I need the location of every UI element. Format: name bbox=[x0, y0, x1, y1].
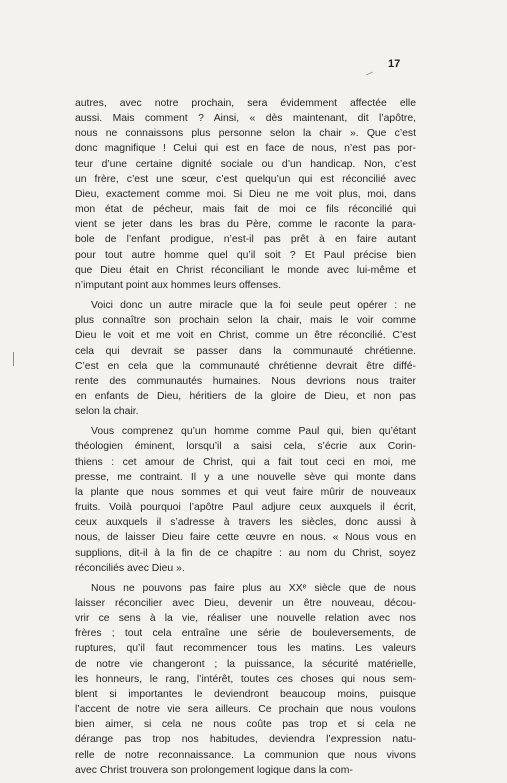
text-line: n’imputant point aux hommes leurs offenses. bbox=[75, 279, 282, 291]
text-line: plus connaître son prochain selon la chair, mais le voir comme bbox=[75, 315, 416, 327]
text-line: donc magnifique ! Celui qui est en face de nous, n’est pas por- bbox=[75, 143, 416, 155]
text-line: relle de notre reconnaissance. La communion que nous vivons bbox=[75, 749, 416, 761]
text-line: Nous ne pouvons pas faire plus au XXᵉ siècle que de nous bbox=[91, 582, 416, 594]
text-line: C’est en cela que la communauté chrétienne devrait être diffé- bbox=[75, 360, 416, 372]
body-text bbox=[75, 96, 416, 783]
text-line: théologien éminent, lorsqu’il a saisi cela, s’écrie aux Corin- bbox=[75, 441, 416, 453]
paragraph bbox=[75, 424, 416, 576]
text-line: presse, me contraint. Il y a une nouvelle sève qui monte dans bbox=[75, 471, 416, 483]
text-line: ceux auxquels il s’adresse à travers les siècles, donc aussi à bbox=[75, 517, 416, 529]
text-line: bole de l’enfant prodigue, n’est-il pas prêt à en faire autant bbox=[75, 234, 416, 246]
text-line: de notre vie changeront ; la puissance, la sécurité matérielle, bbox=[75, 658, 416, 670]
text-line: la plante que nous sommes et qui veut faire mûrir de nouveaux bbox=[75, 486, 416, 498]
text-line: Dieu, exactement comme moi. Si Dieu ne me voit plus, moi, dans bbox=[75, 188, 416, 200]
margin-mark bbox=[13, 352, 14, 366]
text-line: que Dieu était en Christ réconciliant le monde avec lui-même et bbox=[75, 264, 416, 276]
text-line: frères ; tout cela entraîne une série de bouleversements, de bbox=[75, 628, 416, 640]
text-line: mon état de pécheur, mais fait de moi ce fils réconcilié qui bbox=[75, 204, 416, 216]
text-line: Voici donc un autre miracle que la foi seule peut opérer : ne bbox=[91, 300, 416, 312]
text-line: Vous comprenez qu’un homme comme Paul qui, bien qu’étant bbox=[91, 426, 416, 438]
text-line: l’accent de notre vie sera ailleurs. Ce prochain que nous voulons bbox=[75, 704, 416, 716]
text-line: dérange pas trop nos habitudes, deviendra l’expression natu- bbox=[75, 734, 416, 746]
text-line: rente des communautés humaines. Nous devrions nous traiter bbox=[75, 375, 416, 387]
text-line: teur d’une certaine dignité sociale ou d’un handicap. Non, c’est bbox=[75, 158, 416, 170]
text-line: laisser réconcilier avec Dieu, devenir un être nouveau, décou- bbox=[75, 598, 416, 609]
paragraph bbox=[75, 298, 416, 419]
text-line: autres, avec notre prochain, sera évidemment affectée elle bbox=[75, 98, 416, 109]
text-line: ruptures, qu’il faut recommencer tous les matins. Les valeurs bbox=[75, 643, 416, 655]
text-line: Dieu le voit et me voit en Christ, comme un être réconcilié. C’est bbox=[75, 330, 416, 342]
page-number: 17 bbox=[388, 58, 401, 70]
text-line: thiens : cet amour de Christ, qui a fait tout ceci en moi, me bbox=[75, 456, 416, 468]
text-line: vrir ce sens à la vie, réaliser une nouvelle relation avec nos bbox=[75, 613, 416, 625]
text-line: selon la chair. bbox=[75, 406, 139, 418]
text-line: aussi. Mais comment ? Ainsi, « dès maintenant, dit l’apôtre, bbox=[75, 113, 416, 125]
text-line: cela qui devrait se passer dans la communauté chrétienne. bbox=[75, 345, 416, 357]
stray-pen-mark bbox=[366, 72, 373, 76]
text-line: en enfants de Dieu, héritiers de la gloire de Dieu, et non pas bbox=[75, 390, 416, 402]
text-line: nous ne connaissons plus personne selon la chair ». Que c’est bbox=[75, 128, 416, 140]
text-line: supplions, dit-il à la fin de ce chapitre : au nom du Christ, soyez bbox=[75, 547, 416, 559]
paragraph bbox=[75, 581, 416, 778]
text-line: réconciliés avec Dieu ». bbox=[75, 562, 185, 574]
text-line: les honneurs, le rang, l’intérêt, toutes ces choses qui nous sem- bbox=[75, 673, 416, 685]
text-line: un frère, c’est une sœur, c’est quelqu’un qui est réconcilié avec bbox=[75, 173, 416, 185]
text-line: vient se jeter dans les bras du Père, comme le raconte la para- bbox=[75, 219, 416, 231]
text-line: fruits. Voilà pourquoi l’apôtre Paul adjure ceux auxquels il écrit, bbox=[75, 502, 416, 514]
text-line: nous, de laisser Dieu faire cette œuvre en nous. « Nous vous en bbox=[75, 532, 416, 544]
text-line: blent si importantes le deviendront beaucoup moins, puisque bbox=[75, 688, 416, 700]
text-line: bien aimer, si cela ne nous coûte pas trop et si cela ne bbox=[75, 719, 416, 731]
text-line: avec Christ trouvera son prolongement logique dans la com- bbox=[75, 764, 353, 776]
text-line: pour tout autre homme quel qu’il soit ? Et Paul précise bien bbox=[75, 249, 416, 261]
paragraph bbox=[75, 96, 416, 293]
